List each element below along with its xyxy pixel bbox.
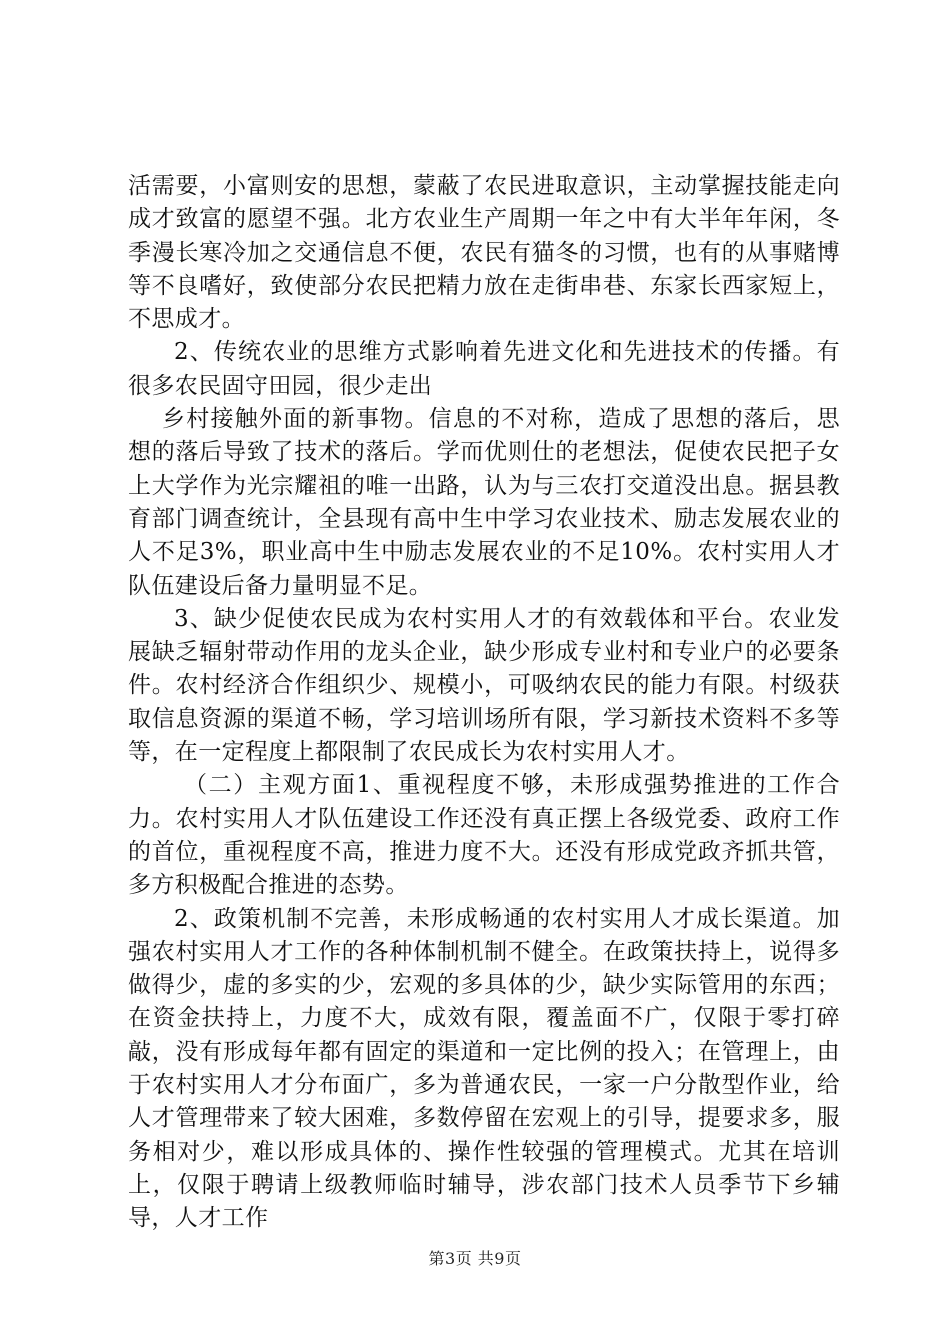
- document-body: [128, 170, 840, 1236]
- paragraph-1: 活需要，小富则安的思想，蒙蔽了农民进取意识，主动掌握技能走向成才致富的愿望不强。北方农业生产周期一年之中有大半年年闲，冬季漫长寒冷加之交通信息不便，农民有猫冬的习惯，也有的从事赌博等不良嗜好，致使部分农民把精力放在走街串巷、东家长西家短上，不思成才。: [128, 173, 840, 333]
- paragraph-6: 2、政策机制不完善，未形成畅通的农村实用人才成长渠道。加强农村实用人才工作的各种体制机制不健全。在政策扶持上，说得多做得少，虚的多实的少，宏观的多具体的少，缺少实际管用的东西；在资金扶持上，力度不大，成效有限，覆盖面不广，仅限于零打碎敲，没有形成每年都有固定的渠道和一定比例的投入；在管理上，由于农村实用人才分布面广，多为普通农民，一家一户分散型作业，给人才管理带来了较大困难，多数停留在宏观上的引导，提要求多，服务相对少，难以形成具体的、操作性较强的管理模式。尤其在培训上，仅限于聘请上级教师临时辅导，涉农部门技术人员季节下乡辅导，人才工作: [128, 905, 840, 1232]
- paragraph-2: 2、传统农业的思维方式影响着先进文化和先进技术的传播。有很多农民固守田园，很少走出: [128, 339, 840, 399]
- page-number-footer: 第3页 共9页: [428, 1249, 522, 1268]
- paragraph-3: 乡村接触外面的新事物。信息的不对称，造成了思想的落后，思想的落后导致了技术的落后。学而优则仕的老想法，促使农民把子女上大学作为光宗耀祖的唯一出路，认为与三农打交道没出息。据县教育部门调查统计，全县现有高中生中学习农业技术、励志发展农业的人不足3%，职业高中生中励志发展农业的不足10%。农村实用人才队伍建设后备力量明显不足。: [128, 406, 840, 599]
- paragraph-5: （二）主观方面1、重视程度不够，未形成强势推进的工作合力。农村实用人才队伍建设工作还没有真正摆上各级党委、政府工作的首位，重视程度不高，推进力度不大。还没有形成党政齐抓共管，多方积极配合推进的态势。: [128, 772, 840, 899]
- paragraph-4: 3、缺少促使农民成为农村实用人才的有效载体和平台。农业发展缺乏辐射带动作用的龙头企业，缺少形成专业村和专业户的必要条件。农村经济合作组织少、规模小，可吸纳农民的能力有限。村级获取信息资源的渠道不畅，学习培训场所有限，学习新技术资料不多等等，在一定程度上都限制了农民成长为农村实用人才。: [128, 605, 840, 766]
